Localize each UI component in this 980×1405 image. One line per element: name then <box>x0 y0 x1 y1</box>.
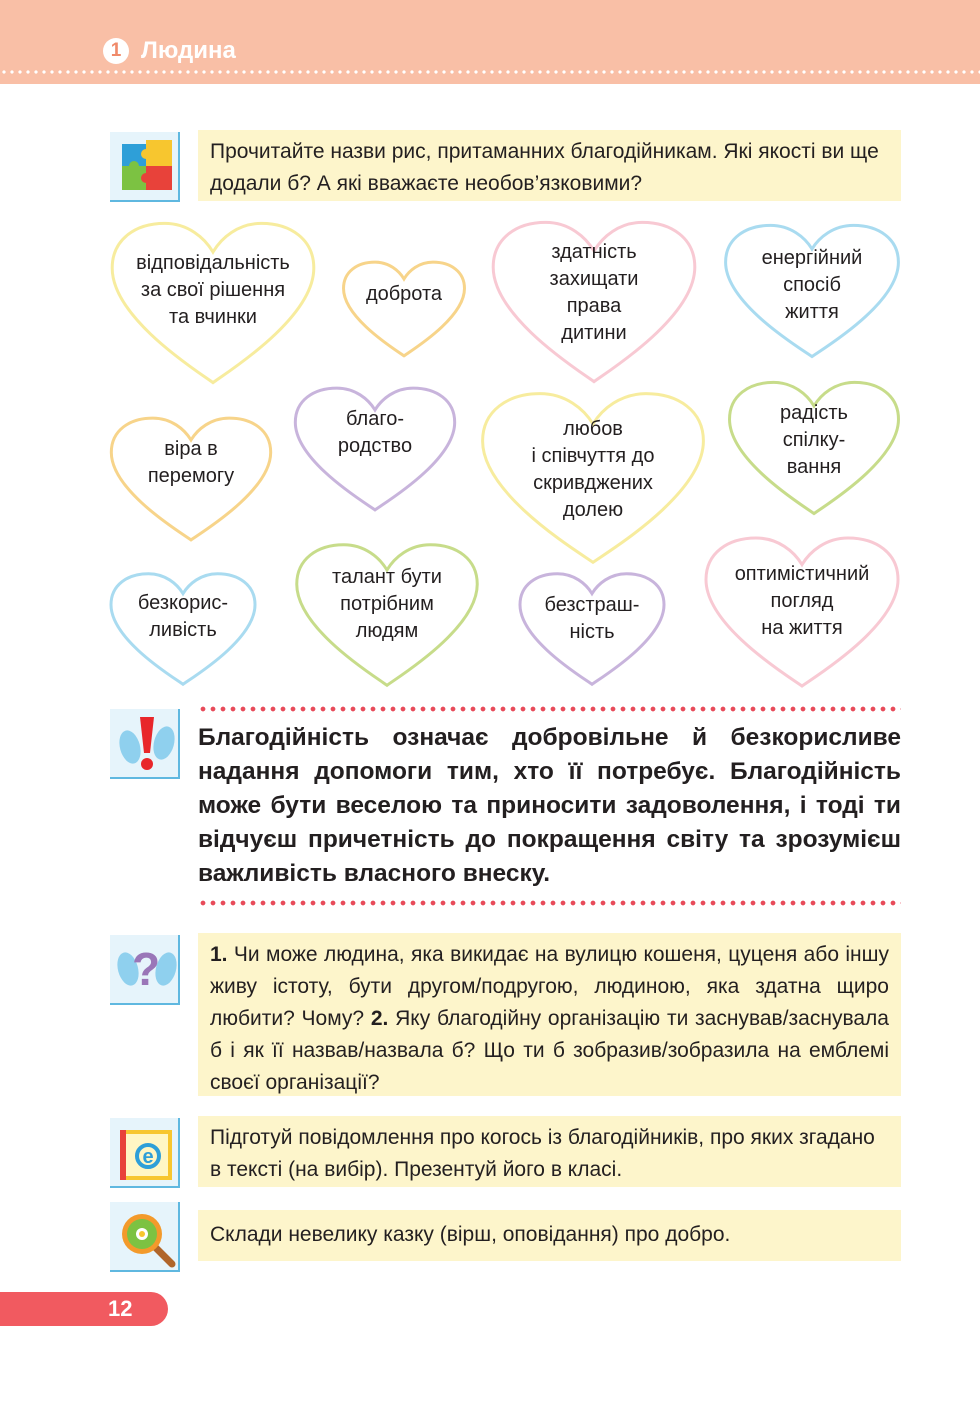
heart-label-4: енергійний спосіб життя <box>761 247 863 323</box>
bottom-dotted-divider <box>198 900 901 906</box>
svg-text:e: e <box>142 1146 154 1168</box>
heart-9 <box>108 570 258 688</box>
page-number-tab <box>0 1292 168 1326</box>
question-1-number: 1. <box>210 943 228 966</box>
heart-label-12: оптимістичний погляд на життя <box>734 563 870 639</box>
heart-11 <box>517 570 667 688</box>
definition-text: Благодійність означає добровільне й безкорисливе надання допомоги тим, хто її потребує. Благодійність може бути веселою та приносити задоволення, і тоді ти відчуєш причетність до покращення світу та зрозумієш важливість власного внеску. <box>198 724 901 887</box>
heart-label-3: здатність захищати права дитини <box>549 241 639 344</box>
question-1-text: Чи може людина, яка викидає на вулицю кошеня, цуценя або іншу живу істоту, бути другом/подругою, людиною, яка здатна щиро любити? Чому? <box>210 943 889 1030</box>
heart-label-2: доброта <box>365 283 443 305</box>
heart-label-9: безкорис- ливість <box>137 592 229 641</box>
heart-label-6: благо- родство <box>337 408 413 457</box>
heart-1 <box>108 218 318 388</box>
task-report-box <box>198 1116 901 1187</box>
magnifier-icon <box>108 1200 182 1272</box>
chapter-number-badge: 1 <box>103 38 129 64</box>
heart-outline-2 <box>341 259 467 359</box>
exclamation-icon <box>108 707 182 779</box>
heart-7 <box>478 388 708 568</box>
heart-10 <box>293 540 481 690</box>
task-intro-text: Прочитайте назви рис, притаманних благодійникам. Які якості ви ще додали б? А які вважаєте необов’язковими? <box>210 140 879 195</box>
heart-label-8: радість спілку- вання <box>780 402 848 478</box>
question-icon <box>108 933 182 1005</box>
book-icon <box>108 1116 182 1188</box>
heart-12 <box>702 533 902 691</box>
qualities-hearts <box>0 0 980 700</box>
heart-3 <box>489 217 699 387</box>
heart-label-7: любов і співчуття до скривджених долею <box>531 418 655 521</box>
questions-box <box>198 933 901 1096</box>
chapter-title: Людина <box>141 37 236 64</box>
top-dotted-divider <box>198 706 901 712</box>
heart-2 <box>341 259 467 359</box>
task-story-text: Склади невелику казку (вірш, оповідання) про добро. <box>210 1223 731 1246</box>
heart-6 <box>292 384 458 514</box>
heart-label-1: відповідальність за свої рішення та вчинки <box>136 252 290 328</box>
task-story-box <box>198 1210 901 1261</box>
heart-8 <box>726 378 902 518</box>
question-2-text: Яку благодійну організацію ти заснував/заснувала б і як її назвав/назвала б? Що ти б зобразив/зобразила на емблемі своєї організації? <box>210 1007 889 1094</box>
svg-text:?: ? <box>131 943 161 995</box>
heart-label-11: безстраш- ність <box>544 594 640 643</box>
heart-5 <box>108 414 274 544</box>
page-number: 12 <box>108 1296 133 1321</box>
heart-label-5: віра в перемогу <box>147 438 235 487</box>
task-report-text: Підготуй повідомлення про когось із благодійників, про яких згадано в тексті (на вибір). Презентуй його в класі. <box>210 1126 875 1181</box>
heart-4 <box>722 221 902 361</box>
heart-label-10: талант бути потрібним людям <box>332 566 442 642</box>
question-2-number: 2. <box>370 1007 389 1030</box>
